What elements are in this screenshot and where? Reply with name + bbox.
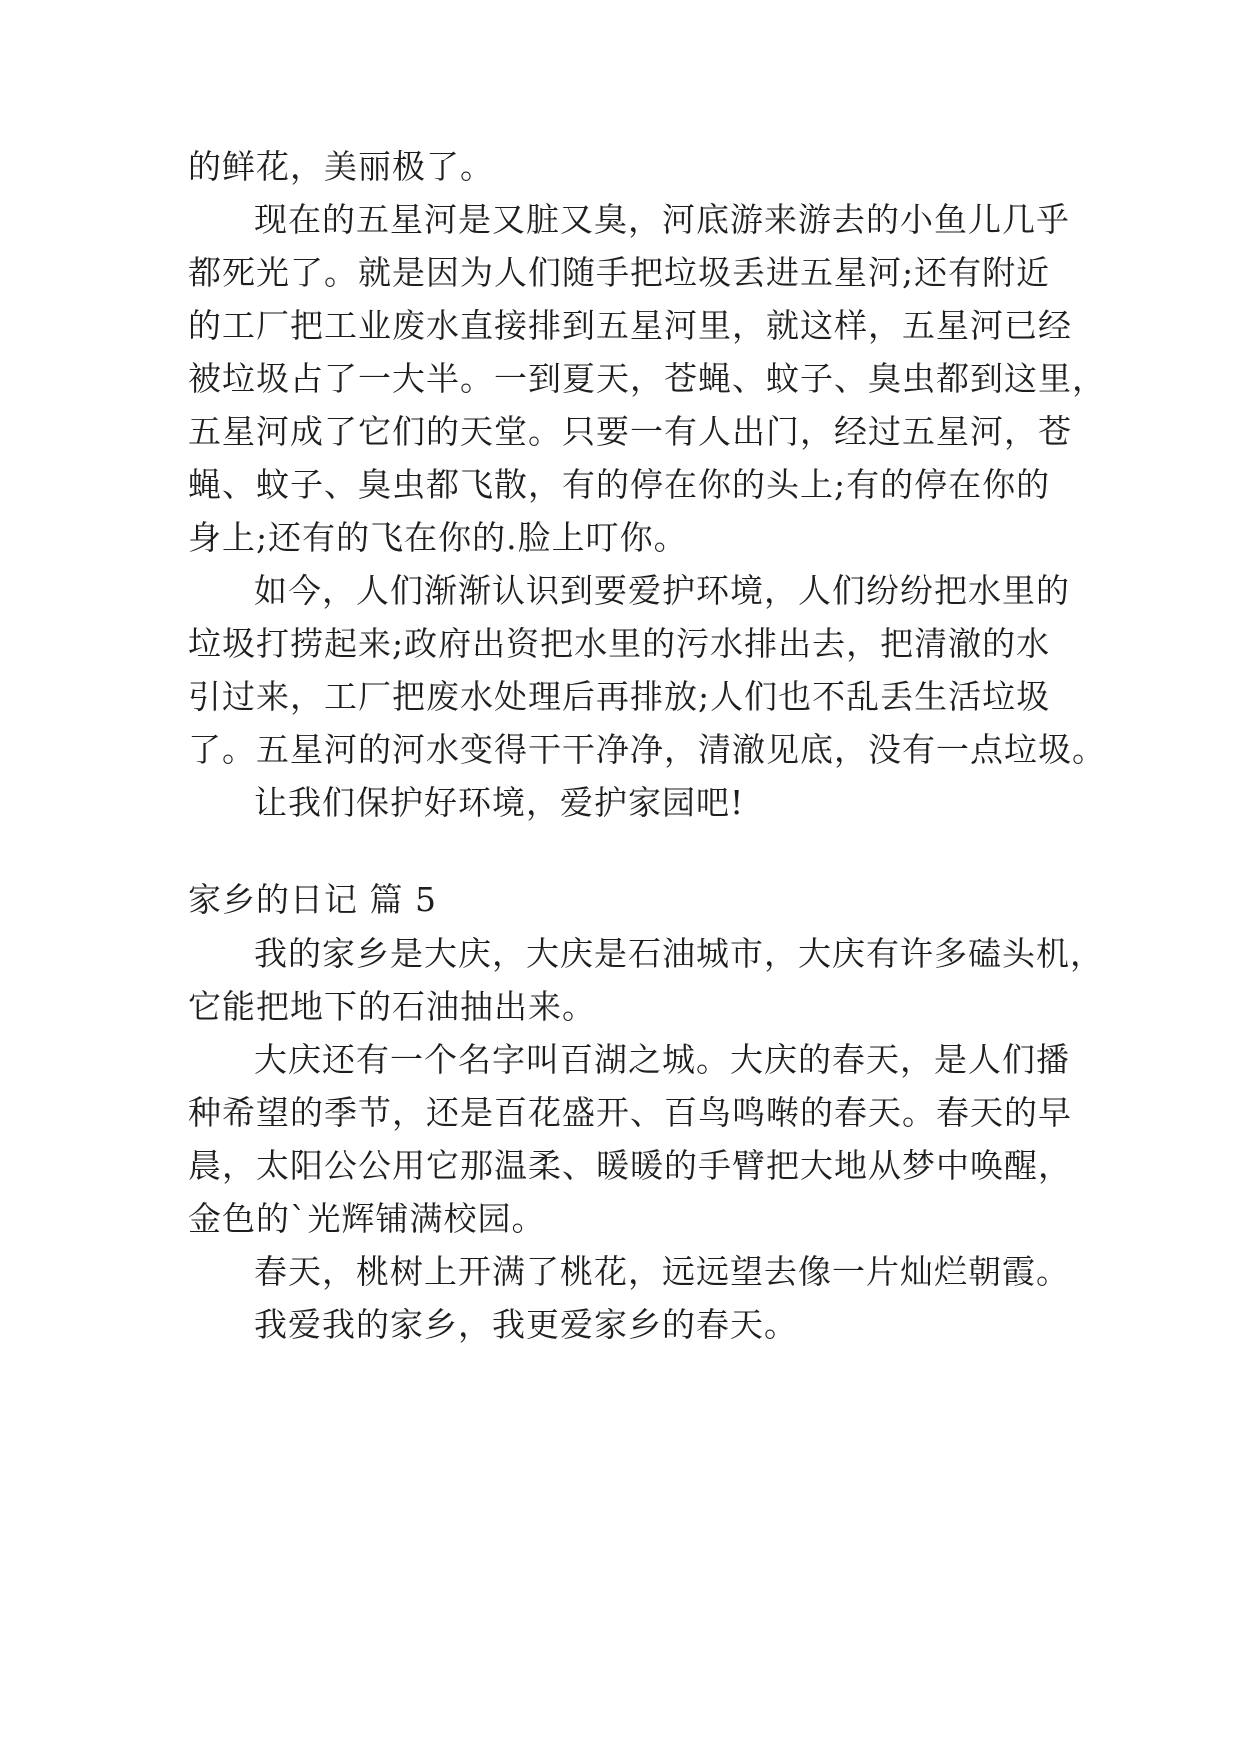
text-line: 都死光了。就是因为人们随手把垃圾丢进五星河;还有附近	[188, 253, 1051, 292]
text-line: 五星河成了它们的天堂。只要一有人出门，经过五星河，苍	[188, 412, 1072, 451]
paragraph-start-line: 春天，桃树上开满了桃花，远远望去像一片灿烂朝霞。	[254, 1252, 1070, 1291]
text-line: 被垃圾占了一大半。一到夏天，苍蝇、蚊子、臭虫都到这里，	[188, 359, 1106, 398]
paragraph-start-line: 让我们保护好环境，爱护家园吧!	[254, 783, 745, 822]
text-line: 金色的`光辉铺满校园。	[188, 1199, 546, 1238]
paragraph-start-line: 我爱我的家乡，我更爱家乡的春天。	[254, 1305, 798, 1344]
text-line: 蝇、蚊子、臭虫都飞散，有的停在你的头上;有的停在你的	[188, 465, 1051, 504]
text-line: 了。五星河的河水变得干干净净，清澈见底，没有一点垃圾。	[188, 730, 1106, 769]
text-line: 引过来，工厂把废水处理后再排放;人们也不乱丢生活垃圾	[188, 677, 1051, 716]
paragraph-start-line: 我的家乡是大庆，大庆是石油城市，大庆有许多磕头机，	[254, 934, 1104, 973]
text-line: 它能把地下的石油抽出来。	[188, 987, 596, 1026]
text-line: 的鲜花，美丽极了。	[188, 147, 494, 186]
paragraph-start-line: 如今，人们渐渐认识到要爱护环境，人们纷纷把水里的	[254, 571, 1070, 610]
paragraph-start-line: 现在的五星河是又脏又臭，河底游来游去的小鱼儿几乎	[254, 200, 1070, 239]
section-heading: 家乡的日记 篇 5	[188, 880, 437, 919]
text-line: 晨，太阳公公用它那温柔、暖暖的手臂把大地从梦中唤醒，	[188, 1146, 1072, 1185]
text-line: 垃圾打捞起来;政府出资把水里的污水排出去，把清澈的水	[188, 624, 1051, 663]
paragraph-start-line: 大庆还有一个名字叫百湖之城。大庆的春天，是人们播	[254, 1040, 1070, 1079]
text-line: 身上;还有的飞在你的.脸上叮你。	[188, 518, 688, 557]
text-line: 的工厂把工业废水直接排到五星河里，就这样，五星河已经	[188, 306, 1072, 345]
text-line: 种希望的季节，还是百花盛开、百鸟鸣啭的春天。春天的早	[188, 1093, 1072, 1132]
